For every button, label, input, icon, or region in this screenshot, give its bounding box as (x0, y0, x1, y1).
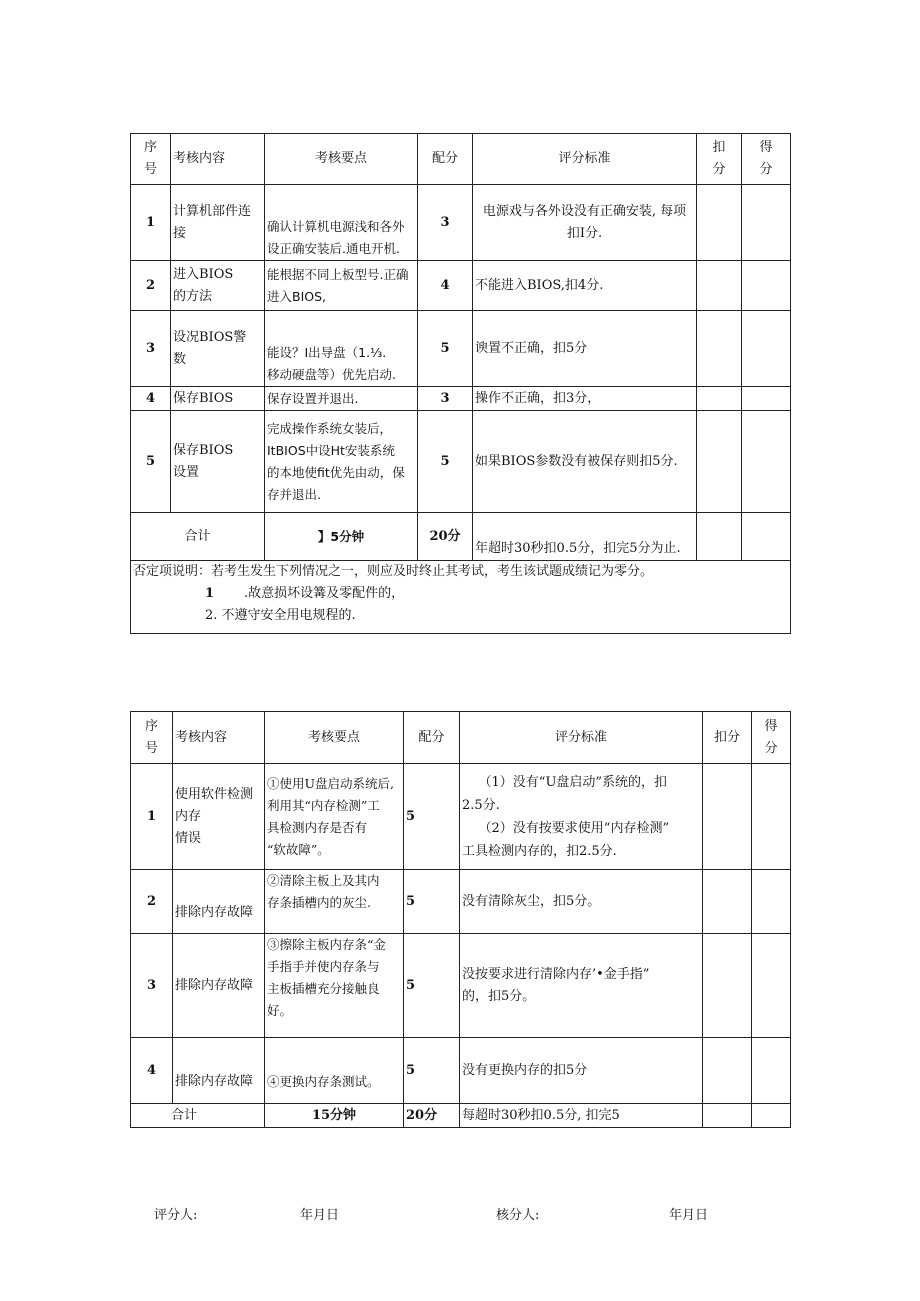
row-key-point: ③擦除主板内存条“金 手指手并使内存条与 主板插槽充分接触良 好。 (265, 934, 404, 1038)
row-deduction (697, 411, 742, 513)
header-number: 序 号 (131, 134, 171, 185)
header-deduction: 扣 分 (697, 134, 742, 185)
assessment-table-memory (130, 711, 791, 1128)
total-row (131, 1104, 791, 1128)
row-score: 5 (418, 311, 473, 387)
table-header-row (131, 134, 791, 185)
row-content: 排除内存故障 (173, 934, 265, 1038)
row-criteria: 如果BIOS参数没有被保存则扣5分. (473, 411, 697, 513)
row-number: 3 (131, 311, 171, 387)
veto-note-item-2: 2. 不遵守安全用电规程的. (205, 608, 356, 623)
row-deduction (703, 764, 752, 870)
veto-note-item-1-number: 1 (205, 586, 215, 601)
table-row (131, 387, 791, 411)
row-deduction (703, 1038, 752, 1104)
header-criteria: 评分标准 (473, 134, 697, 185)
row-deduction (703, 870, 752, 934)
row-content: 保存BIOS (171, 387, 265, 411)
scorer-date: 年月日 (300, 1208, 340, 1223)
header-number: 序 号 (131, 712, 173, 764)
row-number: 4 (131, 1038, 173, 1104)
row-score: 5 (404, 870, 460, 934)
row-content: 使用软件检测 内存 情误 (173, 764, 265, 870)
row-got (752, 764, 791, 870)
total-score: 20分 (404, 1104, 460, 1128)
row-got (742, 387, 791, 411)
header-key-points: 考核要点 (265, 712, 404, 764)
note-row (131, 561, 791, 634)
row-score: 5 (404, 1038, 460, 1104)
header-criteria: 评分标准 (460, 712, 703, 764)
total-row (131, 513, 791, 561)
total-label: 合计 (131, 1104, 265, 1128)
row-deduction (697, 311, 742, 387)
row-key-point: 能根据不同上板型号.正确 进入BIOS, (265, 261, 418, 311)
total-time: 15分钟 (265, 1104, 404, 1128)
table-row (131, 311, 791, 387)
row-key-point: 完成操作系统女装后， ItBIOS中设Ht安装系统 的本地使fit优先由动，保 存并退出. (265, 411, 418, 513)
total-score: 20分 (418, 513, 473, 561)
checker-date: 年月日 (669, 1208, 709, 1223)
row-criteria: 没有更换内存的扣5分 (460, 1038, 703, 1104)
header-deduction: 扣分 (703, 712, 752, 764)
table-row (131, 870, 791, 934)
row-score: 4 (418, 261, 473, 311)
total-got (742, 513, 791, 561)
checker-label: 核分人: (496, 1208, 540, 1223)
row-criteria: 操作不正确，扣3分， (473, 387, 697, 411)
total-time: 】5分钟 (265, 513, 418, 561)
table-row (131, 934, 791, 1038)
row-criteria: 没按要求进行清除内存’•金手指” 的，扣5分。 (460, 934, 703, 1038)
row-criteria: （1）没有“U盘启动”系统的，扣 2.5分. （2）没有按要求使用“内存检测” 工具检测内存的，扣2.5分. (460, 764, 703, 870)
total-deduction (703, 1104, 752, 1128)
row-got (742, 185, 791, 261)
row-criteria: 电源戏与各外设没有正确安装, 每项 扣I分. (473, 185, 697, 261)
veto-note-title: 否定项说明：若考生发生下列情况之一，则应及时终止其考试，考生该试题成绩记为零分。 (133, 564, 654, 579)
row-key-point: 确认计算机电源浅和各外 设正确安装后.通电开机. (265, 185, 418, 261)
row-number: 2 (131, 870, 173, 934)
header-content: 考核内容 (171, 134, 265, 185)
table-row (131, 261, 791, 311)
row-number: 4 (131, 387, 171, 411)
row-deduction (697, 185, 742, 261)
table-row (131, 1038, 791, 1104)
row-score: 3 (418, 185, 473, 261)
row-got (742, 411, 791, 513)
scorer-label: 评分人: (154, 1208, 198, 1223)
total-label: 合计 (131, 513, 265, 561)
row-score: 5 (404, 764, 460, 870)
row-deduction (697, 387, 742, 411)
row-key-point: ①使用U盘启动系统后, 利用其“内存检测”工 具检测内存是否有 “软故障”。 (265, 764, 404, 870)
row-criteria: 不能进入BIOS,扣4分. (473, 261, 697, 311)
row-deduction (703, 934, 752, 1038)
row-deduction (697, 261, 742, 311)
veto-note-item-1 (133, 583, 788, 605)
table-header-row (131, 712, 791, 764)
row-number: 2 (131, 261, 171, 311)
row-content: 保存BIOS 设置 (171, 411, 265, 513)
row-content: 计算机部件连 接 (171, 185, 265, 261)
row-score: 5 (418, 411, 473, 513)
row-content: 排除内存故障 (173, 1038, 265, 1104)
header-score: 配分 (418, 134, 473, 185)
header-content: 考核内容 (173, 712, 265, 764)
row-number: 1 (131, 764, 173, 870)
table-row (131, 764, 791, 870)
row-content: 排除内存故障 (173, 870, 265, 934)
total-got (752, 1104, 791, 1128)
row-got (752, 870, 791, 934)
row-number: 1 (131, 185, 171, 261)
table-row (131, 411, 791, 513)
header-got: 得 分 (742, 134, 791, 185)
table-row (131, 185, 791, 261)
row-got (742, 261, 791, 311)
total-criteria: 每超时30秒扣0.5分, 扣完5 (460, 1104, 703, 1128)
row-score: 5 (404, 934, 460, 1038)
row-key-point: ②清除主板上及其内 存条插槽内的灰尘. (265, 870, 404, 934)
row-content: 设况BIOS警 数 (171, 311, 265, 387)
row-got (752, 934, 791, 1038)
row-content: 进入BIOS 的方法 (171, 261, 265, 311)
row-key-point: 保存设置并退出. (265, 387, 418, 411)
row-number: 3 (131, 934, 173, 1038)
header-got: 得 分 (752, 712, 791, 764)
assessment-table-bios (130, 133, 791, 634)
row-criteria: 谀置不正确，扣5分 (473, 311, 697, 387)
header-key-points: 考核要点 (265, 134, 418, 185)
row-criteria: 没有清除灰尘，扣5分。 (460, 870, 703, 934)
veto-note (131, 561, 791, 634)
row-score: 3 (418, 387, 473, 411)
total-deduction (697, 513, 742, 561)
row-key-point: ④更换内存条测试。 (265, 1038, 404, 1104)
total-criteria: 年超时30秒扣0.5分，扣完5分为止. (473, 513, 697, 561)
veto-note-item-1-text: .故意损坏设篝及零配件的， (244, 586, 405, 601)
row-number: 5 (131, 411, 171, 513)
header-score: 配分 (404, 712, 460, 764)
row-got (742, 311, 791, 387)
row-got (752, 1038, 791, 1104)
row-key-point: 能设？I出导盘（1.⅓. 移动硬盘等）优先启动. (265, 311, 418, 387)
